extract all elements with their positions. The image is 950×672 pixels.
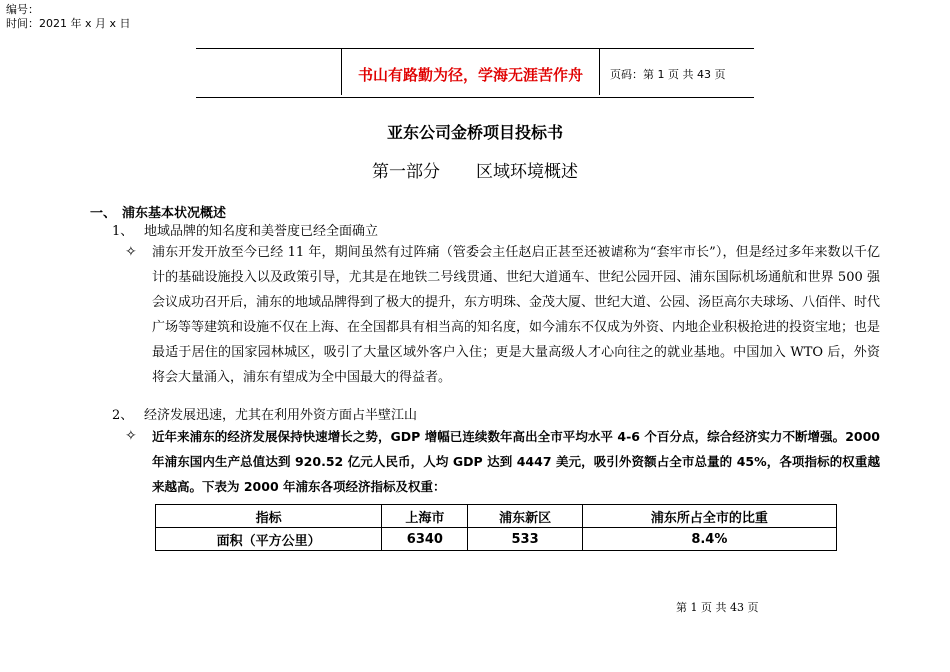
table-header-cell: 上海市 bbox=[382, 505, 468, 528]
header-page-number: 页码：第 1 页 共 43 页 bbox=[610, 68, 726, 81]
table-header-cell: 浦东所占全市的比重 bbox=[582, 505, 836, 528]
subsection-title: 地域品牌的知名度和美誉度已经全面确立 bbox=[144, 224, 379, 239]
header-motto: 书山有路勤为径，学海无涯苦作舟 bbox=[357, 66, 583, 84]
subsection-number: 1、 bbox=[112, 224, 134, 239]
subsection-heading-1 bbox=[112, 220, 378, 239]
table-header-cell: 指标 bbox=[156, 505, 382, 528]
document-title: 亚东公司金桥项目投标书 bbox=[386, 123, 563, 142]
table-header-row bbox=[156, 505, 837, 528]
table-cell: 6340 bbox=[382, 528, 468, 551]
diamond-star-icon: ✧ bbox=[125, 244, 137, 260]
section-number: 一、 bbox=[90, 206, 117, 221]
paragraph-1: 浦东开发开放至今已经 11 年，期间虽然有过阵痛（管委会主任赵启正甚至还被谑称为“套牢市长”），但是经过多年来数以千亿计的基础设施投入以及政策引导，尤其是在地铁二号线贯通、世纪大道通车、世纪公园开园、浦东国际机场通航和世界 500 强会议成功召开后，浦东的地域品牌得到了极大的提升，东方明珠、金茂大厦、世纪大道、公园、汤臣高尔夫球场、八佰伴、时代广场等等建筑和设施不仅在上海、在全国都具有相当高的知名度，如今浦东不仅成为外资、内地企业积极抢进的投资宝地；也是最适于居住的国家园林城区，吸引了大量区域外客户入住；更是大量高级人才心向往之的就业基地。中国加入 WTO 后，外资将会大量涌入，浦东有望成为全中国最大的得益者。 bbox=[152, 245, 881, 385]
subsection-heading-2 bbox=[112, 404, 417, 423]
section-heading bbox=[90, 202, 226, 221]
part-name: 区域环境概述 bbox=[476, 162, 578, 182]
table-cell: 8.4% bbox=[582, 528, 836, 551]
part-number: 第一部分 bbox=[372, 162, 440, 182]
header-number-label: 编号： bbox=[6, 3, 39, 16]
subsection-number: 2、 bbox=[112, 408, 134, 423]
diamond-star-icon: ✧ bbox=[125, 428, 137, 444]
header-motto-box bbox=[341, 49, 600, 95]
section-title: 浦东基本状况概述 bbox=[122, 206, 227, 221]
table-cell: 面积（平方公里） bbox=[156, 528, 382, 551]
page-footer: 第 1 页 共 43 页 bbox=[676, 601, 759, 614]
header-date: 时间：2021 年 x 月 x 日 bbox=[6, 17, 131, 30]
table-header-cell: 浦东新区 bbox=[468, 505, 582, 528]
table-row bbox=[156, 528, 837, 551]
header-meta bbox=[6, 3, 140, 31]
part-heading bbox=[0, 157, 950, 182]
economic-indicators-table bbox=[155, 504, 837, 551]
subsection-title: 经济发展迅速，尤其在利用外资方面占半壁江山 bbox=[144, 408, 418, 423]
paragraph-2: 近年来浦东的经济发展保持快速增长之势，GDP 增幅已连续数年高出全市平均水平 4-6 个百分点，综合经济实力不断增强。2000 年浦东国内生产总值达到 920.52 亿元人民币，人均 GDP 达到 4447 美元，吸引外资额占全市总量的 45%，各项指标的权重越来越高。下表为 2000 年浦东各项经济指标及权重： bbox=[152, 429, 880, 494]
table-cell: 533 bbox=[468, 528, 582, 551]
